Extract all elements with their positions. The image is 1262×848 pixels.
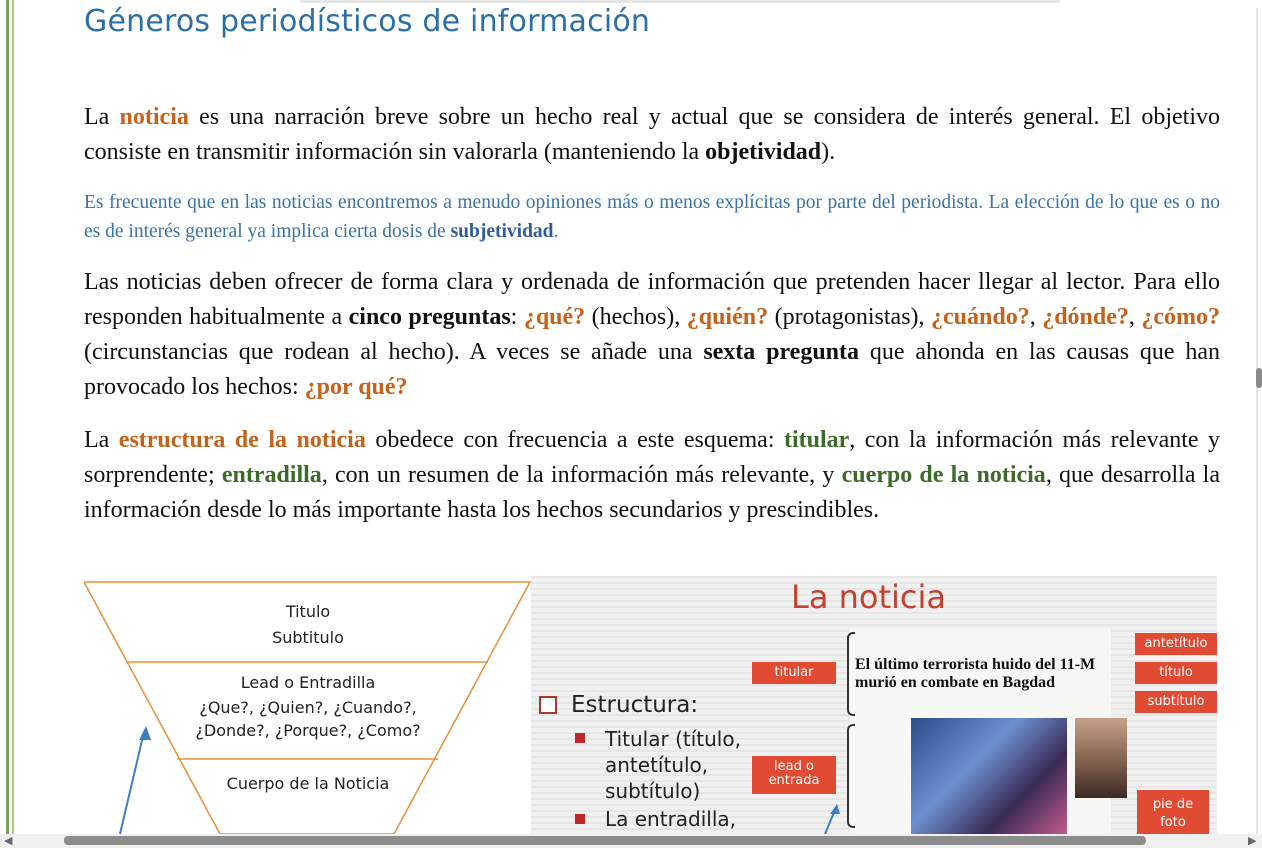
newspaper-headline — [855, 656, 1115, 692]
term-sexta-pregunta: sexta pregunta — [703, 339, 860, 365]
la-noticia-infographic — [531, 576, 1217, 834]
item-titular-1: Titular (título, — [605, 727, 741, 751]
headline-line-2: murió en combate en Bagdad — [855, 674, 1055, 691]
tag-lead — [752, 756, 836, 794]
question-como: ¿cómo? — [1141, 304, 1221, 330]
paragraph-noticia: La noticia es una narración breve sobre un hecho real y actual que se considera de interés general. El objetivo consiste en transmitir información sin valorarla (manteniendo la objetividad). — [84, 104, 1220, 165]
term-cuerpo: cuerpo de la noticia — [841, 462, 1046, 488]
paragraph-preguntas: Las noticias deben ofrecer de forma clara y ordenada de información que pretenden hacer llegar al lector. Para ello responden habitualmente a cinco preguntas: ¿qué? (hechos), ¿quién? (protagonistas), ¿cuándo?, ¿dónde?, ¿cómo? (circunstancias que rodean al hecho). A veces se añade una sexta pregunta que ahonda en las causas que han provocado los hechos: ¿por qué? — [84, 269, 1221, 400]
pyramid-level-lead: Lead o Entradilla — [240, 673, 376, 692]
paragraph-estructura: La estructura de la noticia obedece con frecuencia a este esquema: titular, con la información más relevante y sorprendente; entradilla, con un resumen de la información más relevante, y cuerpo de la noticia, que desarrolla la información desde lo más importante hasta los hechos secundarios y prescindibles. — [84, 427, 1221, 523]
pyramid-questions-1: ¿Que?, ¿Quien?, ¿Cuando?, — [199, 698, 417, 717]
tag-antetitulo: antetítulo — [1135, 633, 1217, 655]
horizontal-scrollbar-thumb[interactable] — [64, 836, 1146, 845]
portrait-photo — [1075, 718, 1127, 798]
news-photo — [911, 718, 1067, 834]
headline-line-1: El último terrorista huido del 11-M — [855, 656, 1096, 673]
checkbox-bullet-icon — [539, 696, 557, 714]
question-cuando: ¿cuándo? — [931, 304, 1030, 330]
tag-pie-de-foto — [1137, 790, 1209, 834]
item-entradilla: La entradilla, — [605, 807, 737, 831]
tag-pie-line-1: pie de — [1152, 797, 1194, 812]
term-noticia: noticia — [119, 104, 189, 130]
tag-lead-line-2: entrada — [768, 773, 820, 788]
item-titular-2: antetítulo, — [605, 753, 709, 777]
question-que: ¿qué? — [523, 304, 586, 330]
estructura-heading: Estructura: — [571, 692, 699, 718]
term-subjetividad: subjetividad — [450, 221, 554, 242]
pyramid-level-subtitulo: Subtitulo — [272, 628, 344, 647]
inverted-pyramid-diagram — [84, 578, 532, 834]
left-border-inner — [12, 0, 14, 848]
pyramid-level-titulo: Titulo — [285, 602, 331, 621]
bullet-icon — [575, 733, 585, 743]
brace-lead — [847, 724, 855, 828]
question-quien: ¿quién? — [686, 304, 769, 330]
tag-pie-line-2: foto — [1160, 815, 1186, 830]
term-estructura: estructura de la noticia — [118, 427, 366, 453]
question-por-que: ¿por qué? — [304, 374, 408, 400]
scroll-right-arrow-icon[interactable]: ▶ — [1248, 834, 1257, 847]
pyramid-level-cuerpo: Cuerpo de la Noticia — [226, 774, 390, 793]
tag-lead-line-1: lead o — [774, 759, 814, 774]
left-border — [6, 0, 9, 848]
pyramid-questions-2: ¿Donde?, ¿Porque?, ¿Como? — [195, 721, 421, 740]
term-cinco-preguntas: cinco preguntas — [348, 304, 511, 330]
question-donde: ¿dónde? — [1042, 304, 1129, 330]
tag-subtitulo: subtítulo — [1135, 691, 1217, 713]
vertical-scrollbar-thumb[interactable] — [1256, 368, 1262, 388]
scroll-left-arrow-icon[interactable]: ◀ — [4, 834, 13, 847]
bullet-icon — [575, 814, 585, 824]
tag-titular: titular — [752, 662, 836, 684]
tag-titulo: título — [1135, 662, 1217, 684]
term-titular: titular — [783, 427, 850, 453]
right-frame — [1256, 8, 1258, 834]
item-titular-3: subtítulo) — [605, 779, 701, 803]
brace-titular — [847, 632, 855, 716]
note-paragraph: Es frecuente que en las noticias encontremos a menudo opiniones más o menos explícitas por parte del periodista. La elección de lo que es o no es de interés general ya implica cierta dosis de subjetividad. — [84, 192, 1220, 242]
term-objetividad: objetividad — [705, 139, 822, 165]
infographic-title: La noticia — [791, 578, 946, 616]
arrow-icon — [821, 802, 845, 834]
term-entradilla: entradilla — [221, 462, 322, 488]
page-title: Géneros periodísticos de información — [84, 4, 651, 39]
top-frame-strip — [300, 0, 1060, 3]
